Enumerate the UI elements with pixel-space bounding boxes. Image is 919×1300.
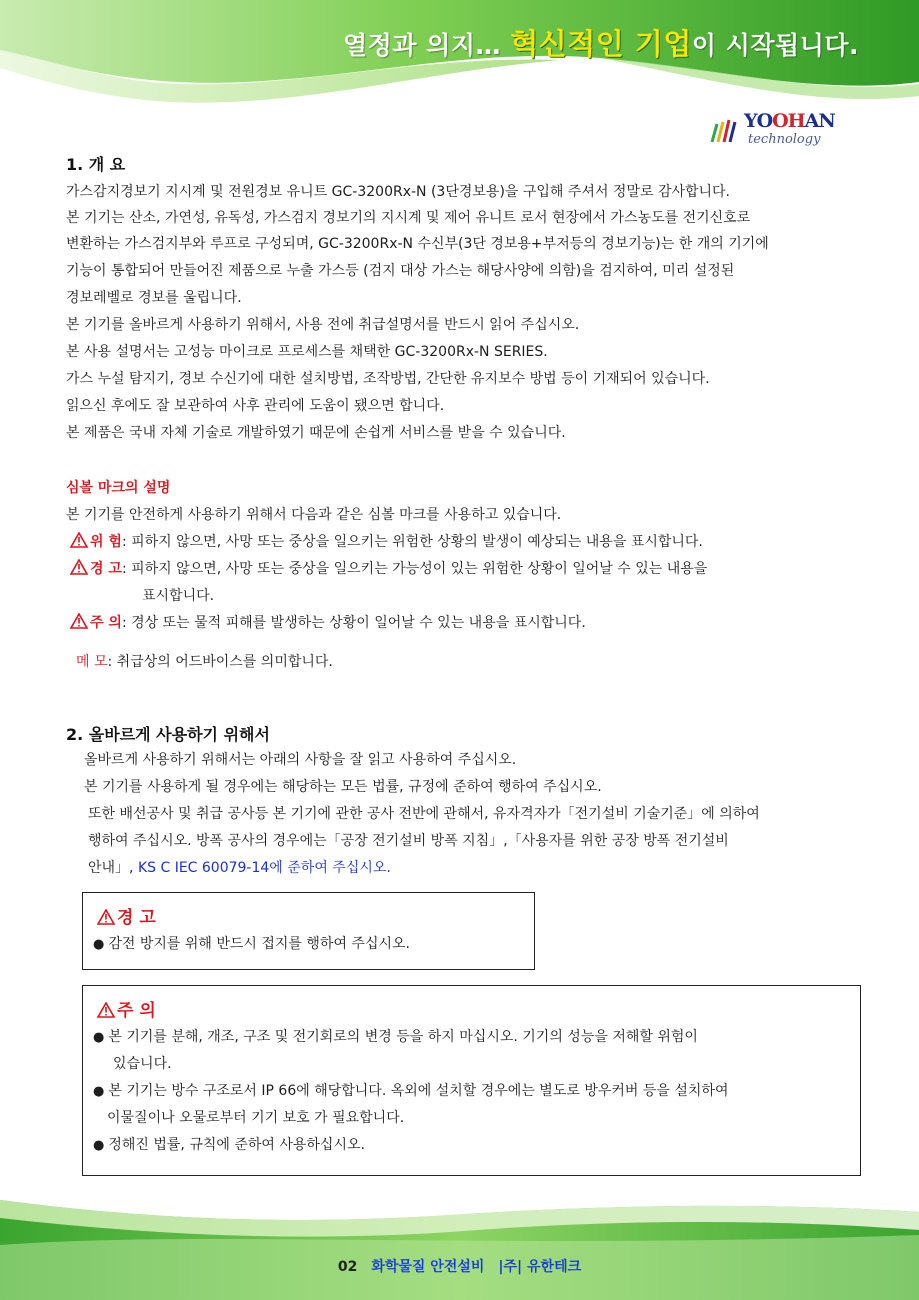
- memo-text: : 취급상의 어드바이스를 의미합니다.: [107, 654, 333, 670]
- logo-brand: YOOHAN: [744, 110, 835, 132]
- symbol-warning-row: [70, 559, 707, 579]
- tagline-post: 이 시작됩니다.: [691, 31, 859, 60]
- section2-line: 행하여 주십시오. 방폭 공사의 경우에는「공장 전기설비 방폭 지침」,「사용자를 위한 공장 방폭 전기설비: [88, 833, 729, 849]
- footer-wave: [0, 1190, 919, 1300]
- symbols-title: 심볼 마크의 설명: [66, 480, 171, 496]
- caution-box-item: ● 본 기기를 분해, 개조, 구조 및 전기회로의 변경 등을 하지 마십시오. 기기의 성능을 저해할 위험이: [93, 1029, 698, 1045]
- memo-label: 메 모: [76, 654, 108, 670]
- footer: [0, 1256, 919, 1276]
- section2-line: 안내」, KS C IEC 60079-14에 준하여 주십시오.: [88, 860, 391, 876]
- caution-box-item: ● 정해진 법률, 규칙에 준하여 사용하십시오.: [93, 1137, 365, 1153]
- section1-line: 본 기기를 올바르게 사용하기 위해서, 사용 전에 취급설명서를 반드시 읽어 주십시오.: [66, 317, 580, 333]
- warning-triangle-icon: [70, 559, 88, 575]
- warning-box-item: ● 감전 방지를 위해 반드시 접지를 행하여 주십시오.: [93, 936, 410, 952]
- danger-text: : 피하지 않으면, 사망 또는 중상을 일으키는 위험한 상황의 발생이 예상되는 내용을 표시합니다.: [121, 534, 703, 550]
- footer-category: 화학물질 안전설비: [371, 1259, 485, 1275]
- section1-title: 1. 개 요: [66, 155, 126, 174]
- page-number: 02: [337, 1259, 358, 1275]
- warning-triangle-icon: [97, 1002, 115, 1018]
- bullet-icon: ●: [93, 1030, 105, 1045]
- section2-title: 2. 올바르게 사용하기 위해서: [66, 725, 270, 744]
- bullet-icon: ●: [93, 1138, 105, 1153]
- caution-box: [82, 985, 861, 1176]
- section1-line: 기능이 통합되어 만들어진 제품으로 누출 가스등 (검지 대상 가스는 해당사양에 의함)을 검지하여, 미리 설정된: [66, 263, 735, 279]
- warning-box: [82, 892, 535, 970]
- bullet-icon: ●: [93, 937, 105, 952]
- caution-label: 주 의: [90, 615, 122, 631]
- symbol-caution-row: [70, 613, 586, 633]
- section1-line: 본 제품은 국내 자체 기술로 개발하였기 때문에 손쉽게 서비스를 받을 수 있습니다.: [66, 425, 566, 441]
- symbols-intro: 본 기기를 안전하게 사용하기 위해서 다음과 같은 심볼 마크를 사용하고 있습니다.: [66, 507, 562, 523]
- bullet-icon: ●: [93, 1084, 105, 1099]
- logo-subtitle: technology: [748, 132, 821, 147]
- section1-line: 본 기기는 산소, 가연성, 유독성, 가스검지 경보기의 지시계 및 제어 유니트 로서 현장에서 가스농도를 전기신호로: [66, 210, 751, 226]
- footer-company: |주| 유한테크: [498, 1259, 582, 1275]
- symbol-danger-row: [70, 532, 703, 552]
- section1-line: 읽으신 후에도 잘 보관하여 사후 관리에 도움이 됐으면 합니다.: [66, 398, 445, 414]
- tagline-pre: 열정과 의지…: [343, 31, 511, 60]
- tagline-highlight: 혁신적인 기업: [510, 27, 692, 61]
- warning-triangle-icon: [97, 909, 115, 925]
- section2-line: 올바르게 사용하기 위해서는 아래의 사항을 잘 읽고 사용하여 주십시오.: [84, 752, 517, 768]
- warning-triangle-icon: [70, 532, 88, 548]
- logo-stripes-icon: [708, 118, 740, 144]
- company-logo: [708, 110, 858, 150]
- symbol-memo-row: [76, 652, 333, 672]
- section2-line: 또한 배선공사 및 취급 공사등 본 기기에 관한 공사 전반에 관해서, 유자격자가「전기설비 기술기준」에 의하여: [88, 806, 760, 822]
- warning-label: 경 고: [90, 561, 122, 577]
- header-tagline: [343, 22, 859, 63]
- caution-text: : 경상 또는 물적 피해를 발생하는 상황이 일어날 수 있는 내용을 표시합니다.: [121, 615, 586, 631]
- caution-box-item-cont: 이물질이나 오물로부터 기기 보호 가 필요합니다.: [107, 1110, 405, 1126]
- warning-box-title: 경 고: [97, 903, 156, 928]
- section1-line: 변환하는 가스검지부와 루프로 구성되며, GC-3200Rx-N 수신부(3단 경보용+부저등의 경보기능)는 한 개의 기기에: [66, 236, 769, 252]
- caution-box-title: 주 의: [97, 996, 156, 1021]
- danger-label: 위 험: [90, 534, 122, 550]
- warning-triangle-icon: [70, 613, 88, 629]
- section2-line: 본 기기를 사용하게 될 경우에는 해당하는 모든 법률, 규정에 준하여 행하여 주십시오.: [84, 779, 602, 795]
- caution-box-item: ● 본 기기는 방수 구조로서 IP 66에 해당합니다. 옥외에 설치할 경우에는 별도로 방우커버 등을 설치하여: [93, 1083, 729, 1099]
- warning-text-cont: 표시합니다.: [142, 588, 215, 604]
- section1-line: 경보레벨로 경보를 울립니다.: [66, 290, 242, 306]
- section1-line: 가스감지경보기 지시계 및 전원경보 유니트 GC-3200Rx-N (3단경보용)을 구입해 주셔서 정말로 감사합니다.: [66, 184, 731, 200]
- section1-line: 가스 누설 탐지기, 경보 수신기에 대한 설치방법, 조작방법, 간단한 유지보수 방법 등이 기재되어 있습니다.: [66, 371, 710, 387]
- standard-reference: KS C IEC 60079-14에 준하여 주십시오.: [137, 860, 391, 876]
- caution-box-item-cont: 있습니다.: [113, 1056, 172, 1072]
- section1-line: 본 사용 설명서는 고성능 마이크로 프로세스를 채택한 GC-3200Rx-N SERIES.: [66, 344, 548, 360]
- warning-text: : 피하지 않으면, 사망 또는 중상을 일으키는 가능성이 있는 위험한 상황이 일어날 수 있는 내용을: [121, 561, 708, 577]
